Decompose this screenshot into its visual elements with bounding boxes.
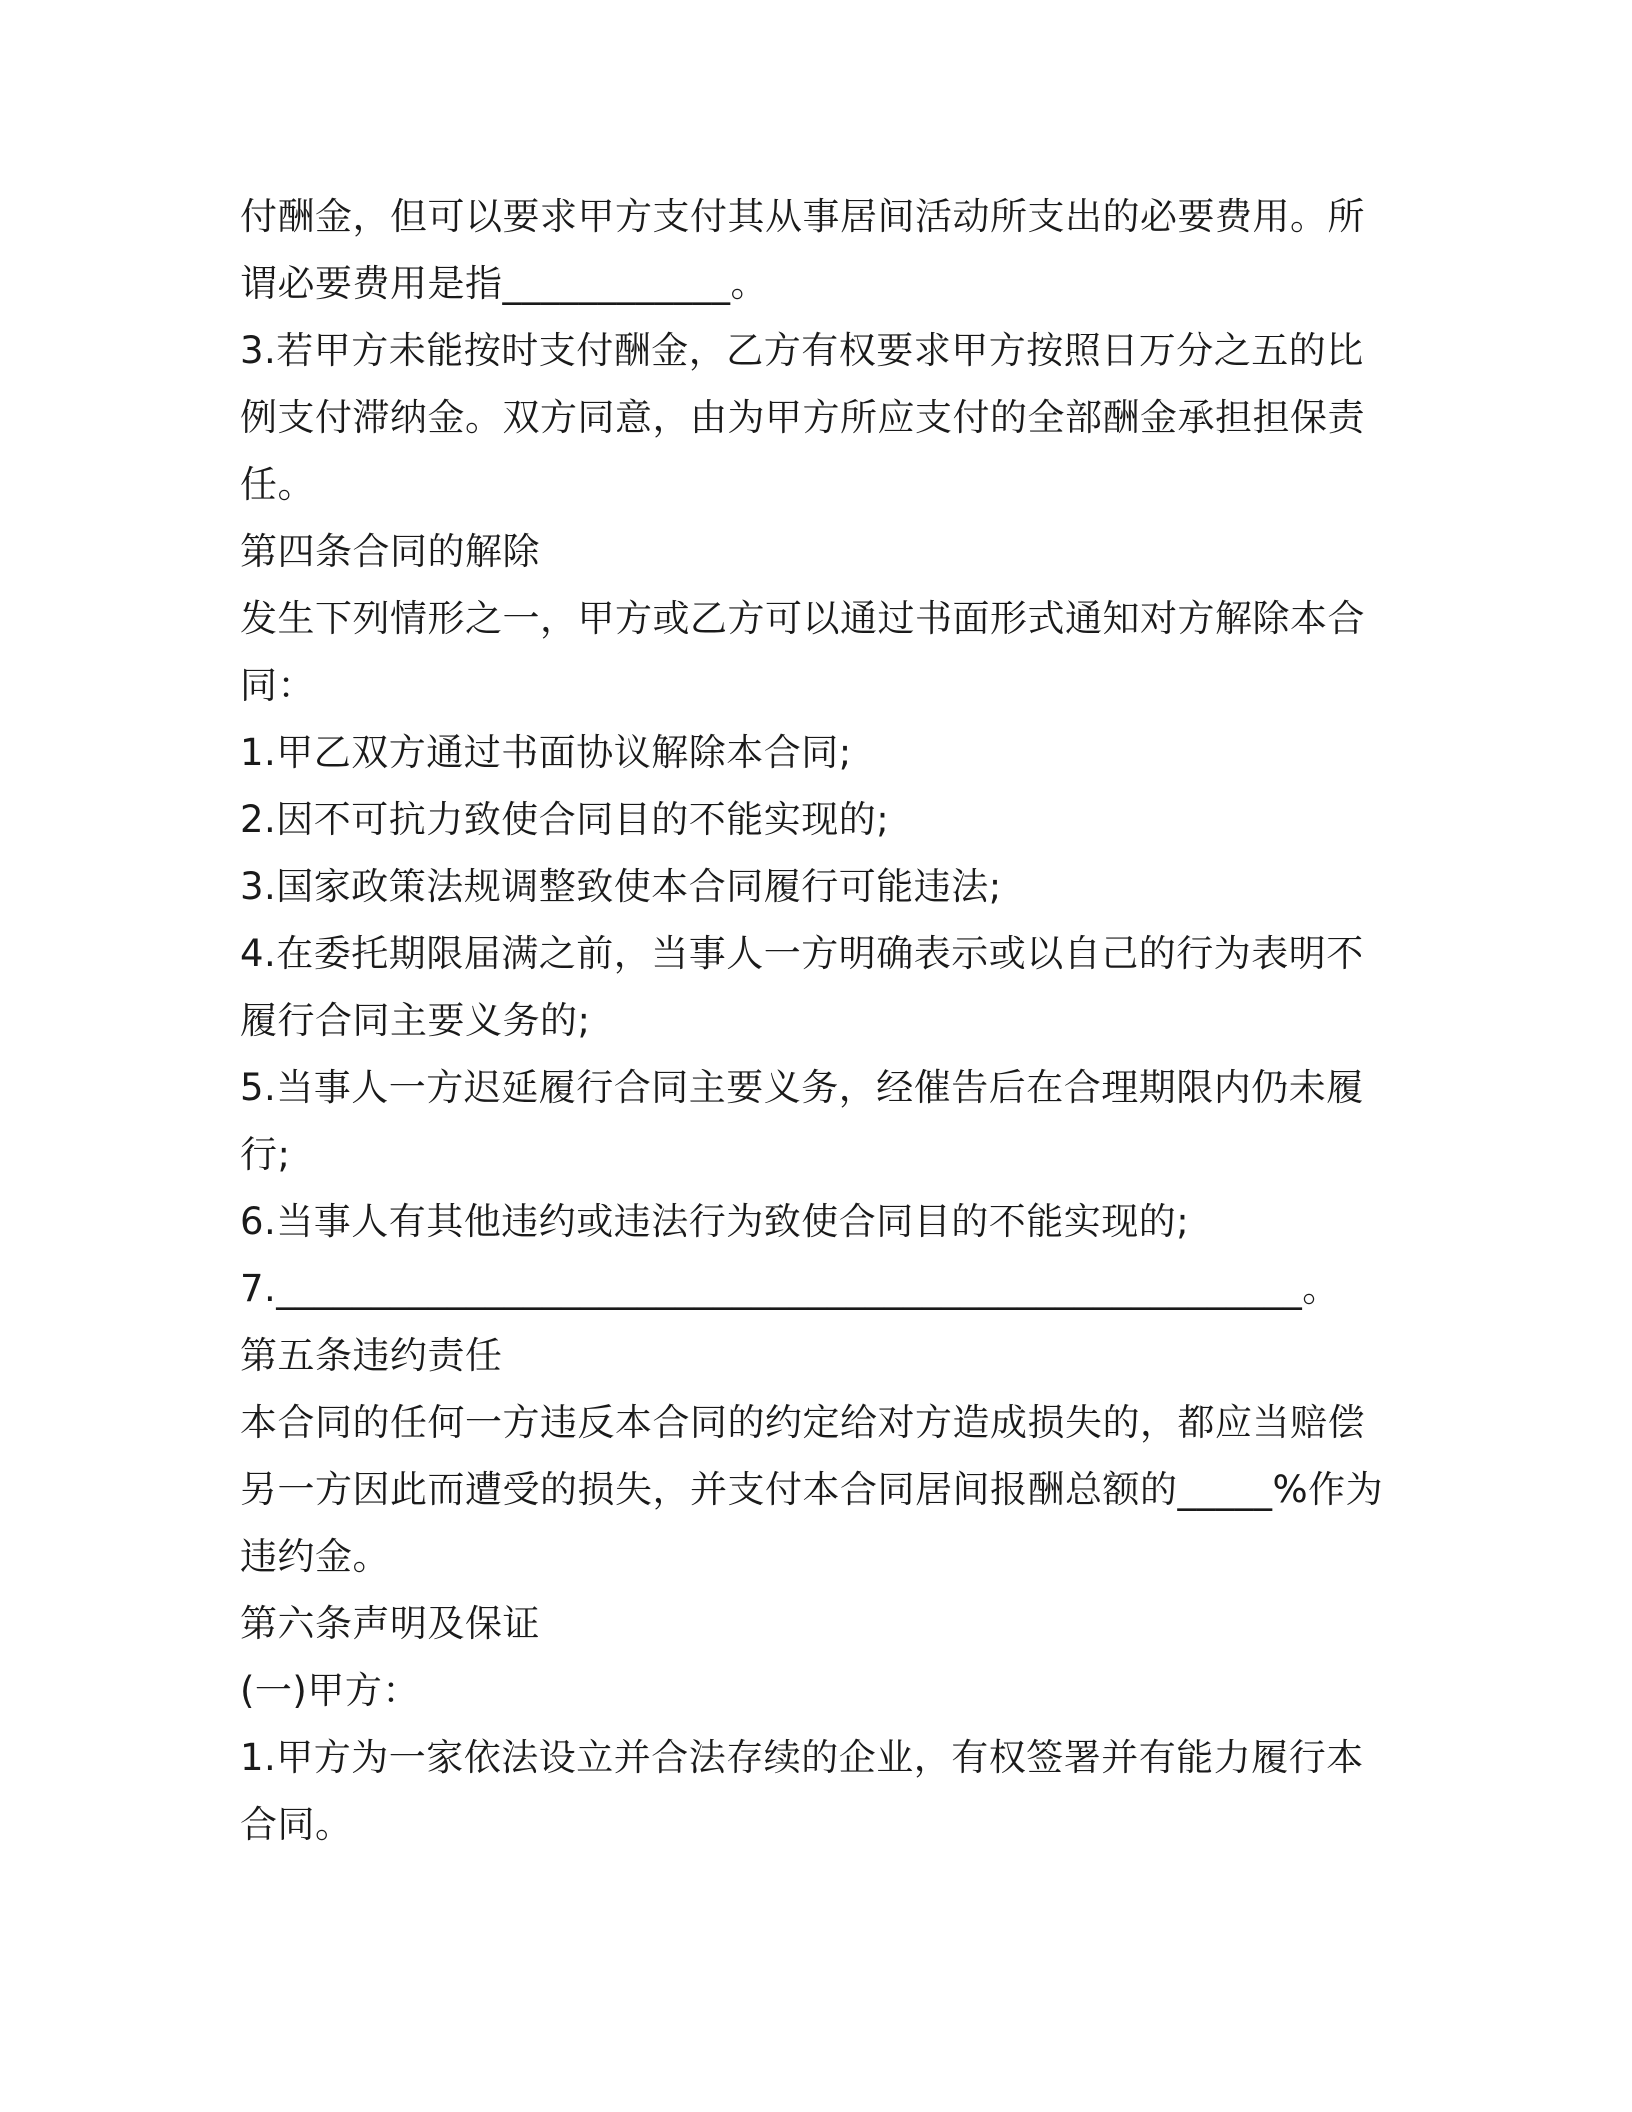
termination-item-7: 7.______________________________________________________。 — [240, 1267, 1340, 1310]
liability-line-2: 另一方因此而遭受的损失，并支付本合同居间报酬总额的_____%作为 — [240, 1468, 1384, 1511]
document-page — [240, 183, 1400, 1858]
termination-item-5-line-1: 5.当事人一方迟延履行合同主要义务，经催告后在合理期限内仍未履 — [240, 1066, 1364, 1109]
termination-item-4-line-1: 4.在委托期限届满之前，当事人一方明确表示或以自己的行为表明不 — [240, 932, 1364, 975]
clause-3-line-1: 3.若甲方未能按时支付酬金，乙方有权要求甲方按照日万分之五的比 — [240, 329, 1364, 372]
clause-3-line-2: 例支付滞纳金。双方同意，由为甲方所应支付的全部酬金承担担保责 — [240, 396, 1365, 439]
party-a-item-1-line-2: 合同。 — [240, 1803, 353, 1846]
termination-intro-line-1: 发生下列情形之一，甲方或乙方可以通过书面形式通知对方解除本合 — [240, 597, 1365, 640]
section-heading-termination: 第四条合同的解除 — [240, 530, 540, 573]
termination-item-5-line-2: 行; — [240, 1133, 291, 1176]
termination-item-4-line-2: 履行合同主要义务的; — [240, 999, 591, 1042]
text-line-2: 谓必要费用是指____________。 — [240, 262, 768, 305]
clause-3-line-3: 任。 — [240, 463, 315, 506]
party-a-item-1-line-1: 1.甲方为一家依法设立并合法存续的企业，有权签署并有能力履行本 — [240, 1736, 1364, 1779]
text-line-1: 付酬金，但可以要求甲方支付其从事居间活动所支出的必要费用。所 — [240, 195, 1365, 238]
termination-item-2: 2.因不可抗力致使合同目的不能实现的; — [240, 798, 890, 841]
section-heading-declarations: 第六条声明及保证 — [240, 1602, 540, 1645]
liability-line-3: 违约金。 — [240, 1535, 390, 1578]
section-heading-liability: 第五条违约责任 — [240, 1334, 503, 1377]
liability-line-1: 本合同的任何一方违反本合同的约定给对方造成损失的，都应当赔偿 — [240, 1401, 1365, 1444]
termination-item-3: 3.国家政策法规调整致使本合同履行可能违法; — [240, 865, 1002, 908]
termination-intro-line-2: 同： — [240, 664, 315, 707]
termination-item-6: 6.当事人有其他违约或违法行为致使合同目的不能实现的; — [240, 1200, 1190, 1243]
party-a-heading: (一)甲方： — [240, 1669, 420, 1712]
termination-item-1: 1.甲乙双方通过书面协议解除本合同; — [240, 731, 852, 774]
